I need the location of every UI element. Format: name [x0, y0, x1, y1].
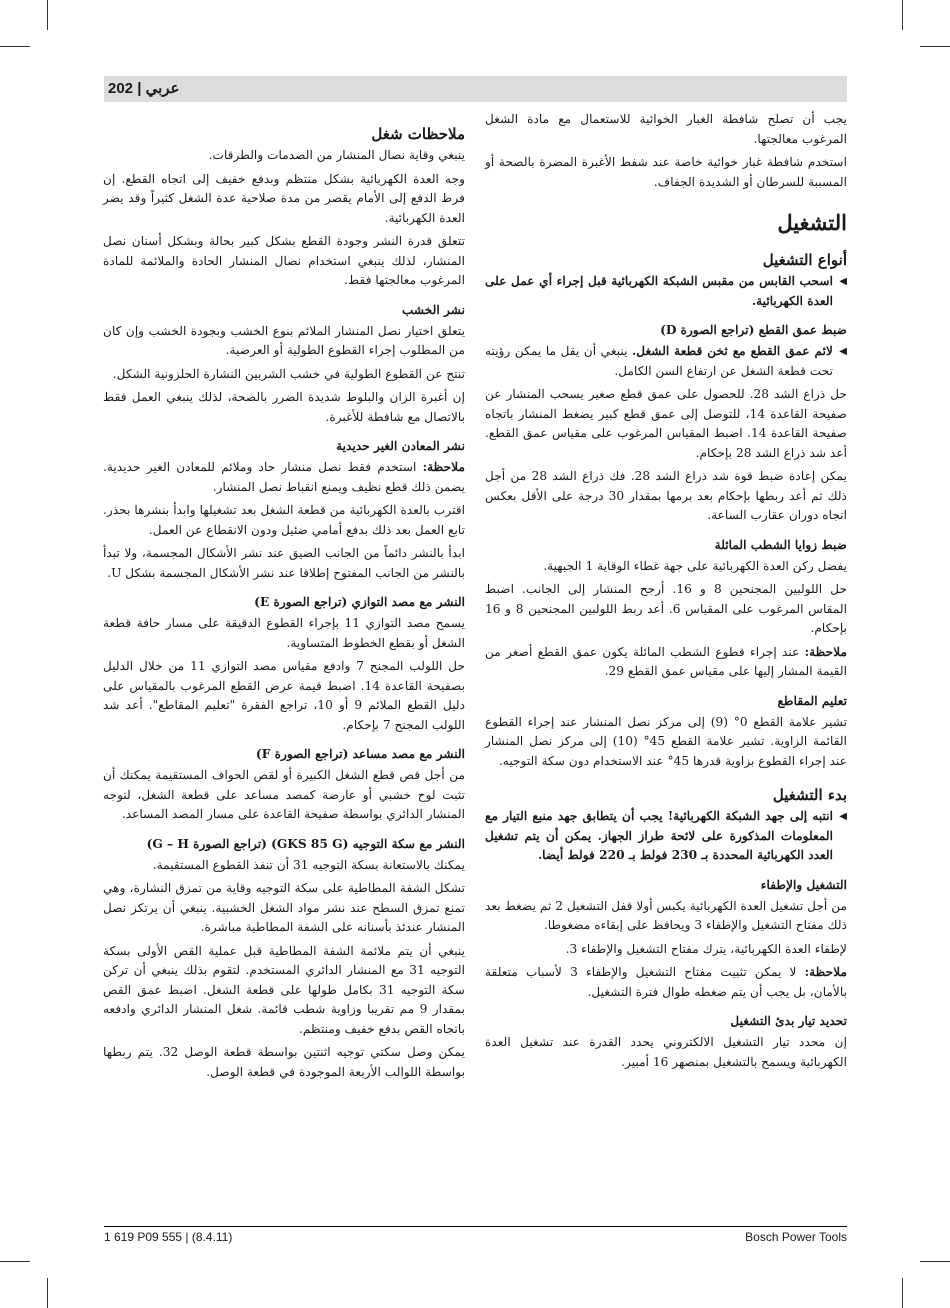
body-paragraph: حل اللولبين المجنحين 8 و 16. أرجح المنشار إلى الجانب. اضبط المقاس المرغوب على المقياس 6. أعد ربط اللولبين المجنحين 8 و 16 بإحكام. — [485, 582, 847, 635]
body-paragraph: اقترب بالعدة الكهربائية من قطعة الشغل بعد تشغيلها وابدأ بنشرها بحذر. تابع العمل بعد ذلك بدفع أمامي ضئيل ودون الانقطاع عن العمل. — [103, 503, 465, 537]
paragraph-heading: ضبط عمق القطع (تراجع الصورة D) — [660, 323, 847, 337]
body-paragraph: إن محدد تيار التشغيل الالكتروني يحدد القدرة عند تشغيل العدة الكهربائية ويسمح بالتشغيل بمنصهر 16 أمبير. — [485, 1035, 847, 1069]
paragraph-heading: النشر مع مصد مساعد (تراجع الصورة F) — [255, 747, 465, 761]
body-paragraph: حل ذراع الشد 28. للحصول على عمق قطع صغير يسحب المنشار عن صفيحة القاعدة 14، للتوصل إلى عمق قطع كبير يضغط المنشار باتجاه صفيحة القاعدة 14. اضبط المقياس المرغوب على مقياس عمق القطع. أعد شد ذراع الشد 28 بإحكام. — [485, 387, 848, 460]
note-label: ملاحظة: — [804, 644, 847, 659]
crop-mark — [47, 0, 48, 30]
page-number-label: 202 | عربي — [108, 80, 180, 97]
note-text: استخدم فقط نصل منشار حاد وملائم للمعادن الغير حديدية. يضمن ذلك قطع نظيف ويمنع انقباط نصل المنشار. — [103, 460, 465, 494]
body-paragraph: يجب أن تصلح شافطة الغبار الخوائية للاستعمال مع مادة الشغل المرغوب معالجتها. — [485, 112, 847, 146]
body-paragraph: يمكنك بالاستعانة بسكة التوجيه 31 أن تنفذ القطوع المستقيمة. — [152, 857, 465, 872]
warning-item — [485, 342, 847, 381]
footer-doc-number: 1 619 P09 555 | (8.4.11) — [104, 1230, 233, 1244]
subsection-heading: أنواع التشغيل — [762, 251, 847, 269]
footer-rule — [104, 1226, 847, 1227]
body-paragraph: يمكن وصل سكتي توجيه اثنتين بواسطة قطعة الوصل 32. يتم ربطها بواسطة اللوالب الأربعة الموجودة في قطعة الوصل. — [103, 1045, 465, 1079]
paragraph-heading: التشغيل والإطفاء — [760, 877, 847, 892]
body-paragraph: إن أغبرة الزان والبلوط شديدة الضرر بالصحة، لذلك ينبغي العمل فقط بالاتصال مع شافطة للأغبرة. — [103, 390, 465, 424]
section-heading: التشغيل — [777, 210, 847, 235]
warning-item: ◀ انتبه إلى جهد الشبكة الكهربائية! يجب أن يتطابق جهد منبع التيار مع المعلومات المذكورة على لائحة طراز الجهاز. يمكن أن يتم تشغيل العدد الكهربائية المحددة بـ 230 فولط بـ 220 فولط أيضا. — [485, 807, 847, 866]
body-paragraph: استخدم شافطة غبار خوائية خاصة عند شفط الأغبرة المضرة بالصحة أو المسببة للسرطان أو الشديدة الجفاف. — [485, 155, 847, 189]
body-paragraph: حل اللولب المجنح 7 وادفع مقياس مصد التوازي 11 من خلال الدليل بصفيحة القاعدة 14. اضبط قيمة عرض القطع المرغوب بالمقياس على دليل القطع الملائم 9 أو 10، تراجع الفقرة "تعليم المقاطع". أعد شد اللولب المجنح 7 بإحكام. — [103, 659, 466, 732]
crop-mark — [920, 46, 950, 47]
warning-text: ينبغي أن يقل ما يمكن رؤيته تحت قطعة الشغل عن ارتفاع السن الكامل. — [485, 344, 833, 378]
body-paragraph: تتعلق قدرة النشر وجودة القطع بشكل كبير بحالة وبشكل أسنان نصل المنشار، لذلك ينبغي استخدام نصال المنشار الحادة والملائمة للمادة المرغوب معالجتها فقط. — [103, 234, 465, 287]
right-column — [485, 110, 847, 1076]
body-paragraph: يسمح مصد التوازي 11 بإجراء القطوع الدقيقة على مسار حافة قطعة الشغل أو بقطع الخطوط المتساوية. — [103, 616, 465, 650]
body-paragraph: ينبغي وقاية نصال المنشار من الصدمات والطرقات. — [208, 148, 465, 162]
body-paragraph: من أجل تشغيل العدة الكهربائية يكبس أولا قفل التشغيل 2 ثم يضغط بعد ذلك مفتاح التشغيل والإطفاء 3 ويحافظ على إبقاءه مضغوطا. — [485, 898, 848, 932]
note-paragraph — [485, 963, 847, 1002]
body-paragraph: وجه العدة الكهربائية بشكل منتظم وبدفع خفيف إلى اتجاه القطع. إن فرط الدفع إلى الأمام يقصر من مدة صلاحية عدة الشغل كثيراً وقد يضر العدة الكهربائية. — [103, 171, 465, 225]
body-paragraph: ابدأ بالنشر دائماً من الجانب الضيق عند نشر الأشكال المجسمة، ولا تبدأ بالنشر من الجانب المفتوح إطلاقا عند نشر الأشكال المجسمة بشكل U. — [103, 546, 465, 580]
left-column — [103, 110, 465, 1086]
paragraph-heading: ضبط زوايا الشطب المائلة — [714, 537, 847, 552]
subsection-heading: بدء التشغيل — [772, 786, 847, 804]
note-label: ملاحظة: — [422, 460, 465, 474]
warning-item: ◀ اسحب القابس من مقبس الشبكة الكهربائية قبل إجراء أي عمل على العدة الكهربائية. — [485, 272, 847, 311]
crop-mark — [47, 1278, 48, 1308]
note-paragraph — [103, 458, 465, 497]
paragraph-heading: نشر المعادن الغير حديدية — [336, 439, 465, 453]
note-text: لا يمكن تثبيت مفتاح التشغيل والإطفاء 3 لأسباب متعلقة بالأمان، بل يجب أن يتم ضغطه طوال فترة التشغيل. — [485, 965, 847, 999]
body-paragraph: من أجل قص قطع الشغل الكبيرة أو لقص الحواف المستقيمة يمكنك أن تثبت لوح خشبي أو عارضة كمصد مساعد على قطعة الشغل، لتوجه المنشار الدائري بواسطة صفيحة القاعدة على مسار المصد المساعد. — [103, 768, 465, 821]
body-paragraph: يفضل ركن العدة الكهربائية على جهة غطاء الوقاية 1 الجبهية. — [543, 558, 847, 573]
body-paragraph: تنتج عن القطوع الطولية في خشب الشربين النشارة الحلزونية الشكل. — [112, 366, 465, 381]
body-paragraph: ينبغي أن يتم ملائمة الشفة المطاطية قبل عملية القص الأولى بسكة التوجيه 31 مع المنشار الدائري المستخدم. لتقوم بذلك ينبغي أن تركن سكة التوجيه 31 بكامل طولها على قطعة الشغل. اضبط عمق القص بمقدار 9 مم تقريبا وزاوية شطب قائمة. شغل المنشار الدائري وادفعه باتجاه القص بدفع خفيف ومنتظم. — [103, 943, 465, 1036]
paragraph-heading: تعليم المقاطع — [777, 693, 847, 708]
crop-mark — [902, 1278, 903, 1308]
body-paragraph: يتعلق اختيار نصل المنشار الملائم بنوع الخشب وبجودة الخشب وإن كان من المطلوب إجراء القطوع الطولية أو العرضية. — [103, 323, 465, 357]
page-header-bar — [104, 76, 847, 102]
note-text: عند إجراء قطوع الشطب المائلة يكون عمق القطع أصغر من القيمة المشار إليها على مقياس عمق القطع 29. — [485, 644, 847, 678]
subsection-heading: ملاحظات شغل — [371, 125, 465, 143]
body-paragraph: تشكل الشفة المطاطية على سكة التوجيه وقاية من تمزق النشارة، وهي تمنع تمزق السطح عند نشر مواد الشغل الخشبية. ينبغي أن يرتكز نصل المنشار عندئذ بأسنانه على الشفة المطاطية مباشرة. — [103, 881, 465, 934]
body-paragraph: لإطفاء العدة الكهربائية، يترك مفتاح التشغيل والإطفاء 3. — [565, 941, 847, 956]
paragraph-heading: تحديد تيار بدئ التشغيل — [730, 1014, 847, 1028]
warning-bold-text: لائم عمق القطع مع ثخن قطعة الشغل. — [631, 344, 833, 358]
paragraph-heading: النشر مع سكة التوجيه (GKS 85 G) (تراجع الصورة G – H) — [146, 836, 465, 851]
paragraph-heading: النشر مع مصد التوازي (تراجع الصورة E) — [254, 595, 465, 609]
crop-mark — [902, 0, 903, 30]
crop-mark — [0, 46, 30, 47]
footer-brand: Bosch Power Tools — [745, 1230, 847, 1244]
body-paragraph: يمكن إعادة ضبط قوة شد ذراع الشد 28. فك ذراع الشد 28 من أجل ذلك ثم أعد ربطها بإحكام بعد برمها بمقدار 30 درجة على الأقل بعكس اتجاه دوران عقارب الساعة. — [485, 469, 847, 522]
paragraph-heading: نشر الخشب — [401, 302, 465, 317]
body-paragraph: تشير علامة القطع 0° (9) إلى مركز نصل المنشار عند إجراء القطوع القائمة الزاوية. تشير علامة القطع 45° (10) إلى مركز نصل المنشار عند إجراء القطوع بزاوية قدرها 45° عند الاستخدام دون سكة التوجيه. — [485, 714, 847, 768]
note-paragraph — [485, 643, 847, 682]
crop-mark — [0, 1261, 30, 1262]
crop-mark — [920, 1261, 950, 1262]
note-label: ملاحظة: — [804, 965, 847, 979]
